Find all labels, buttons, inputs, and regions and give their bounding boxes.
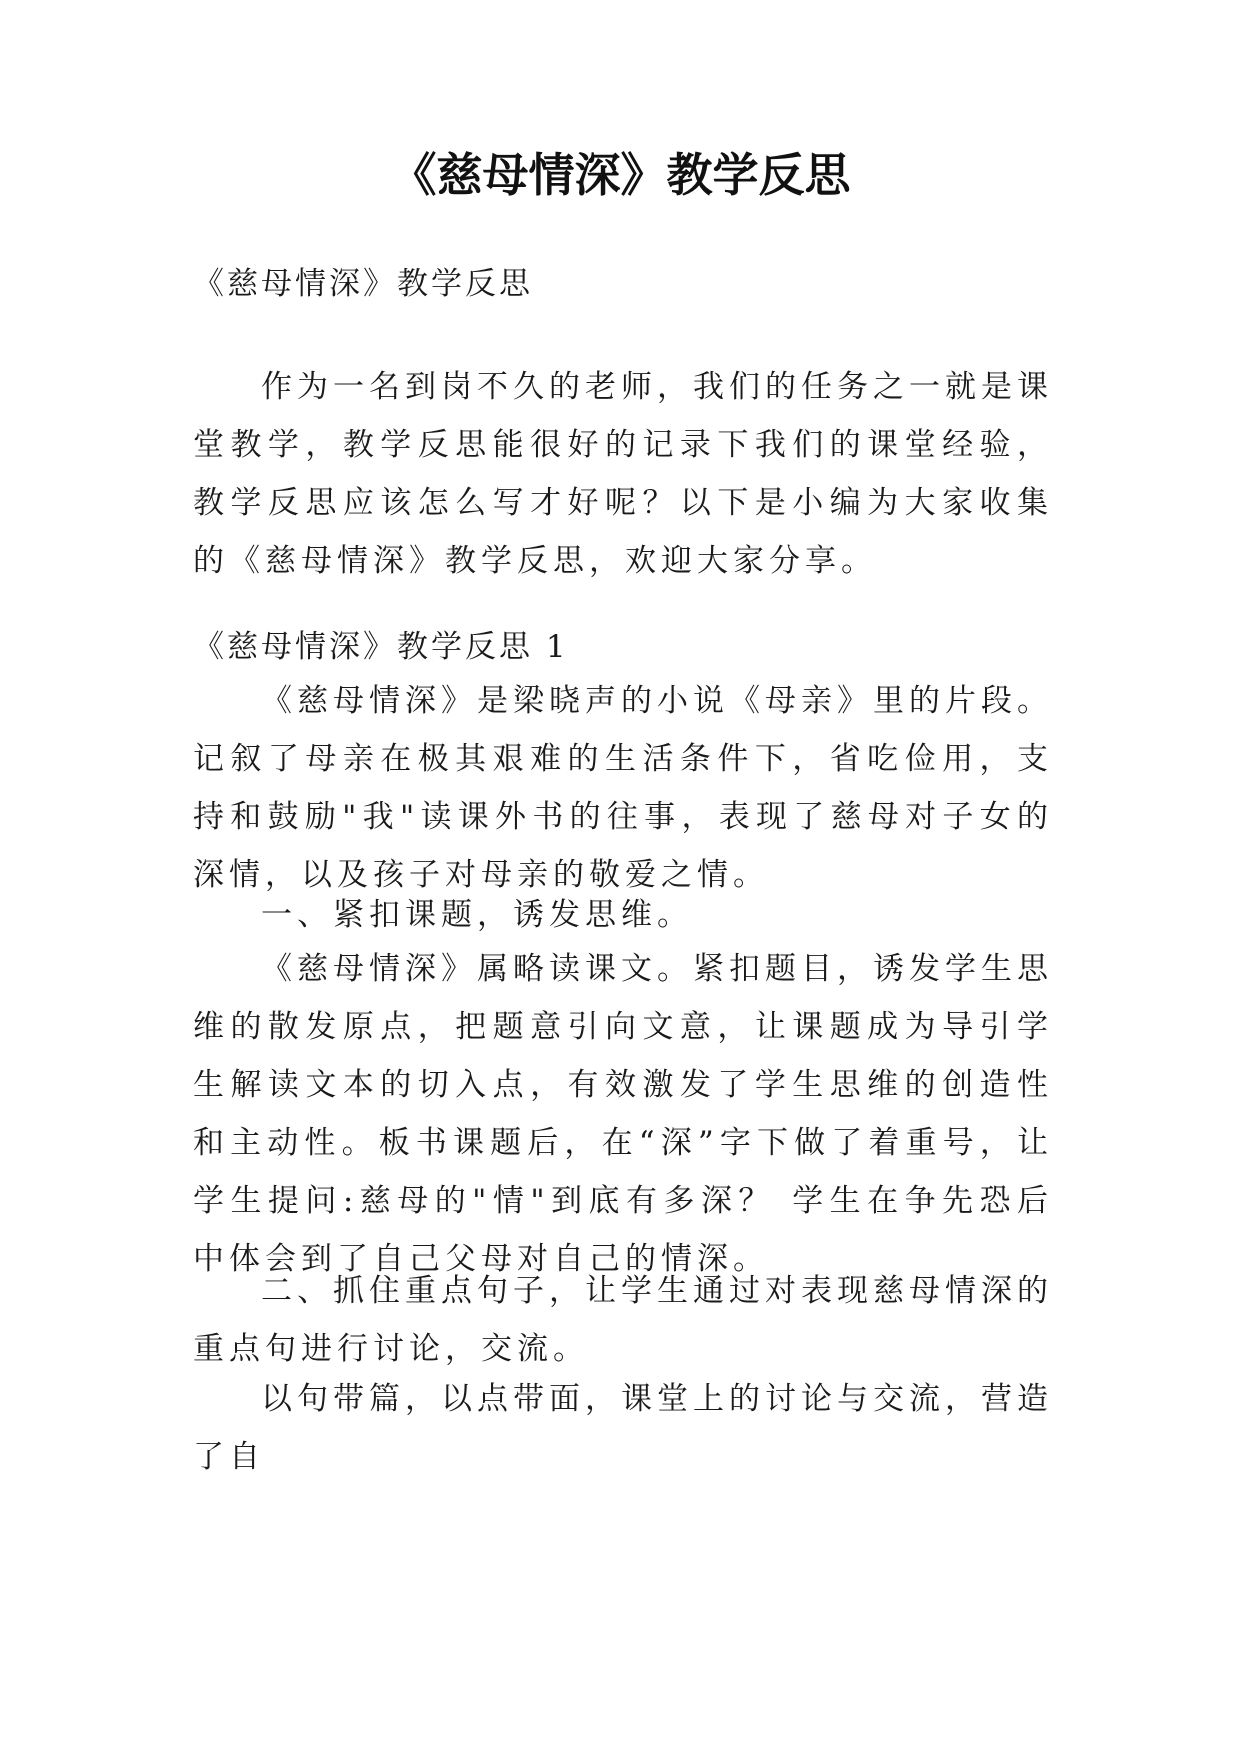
body-paragraph: 《慈母情深》是梁晓声的小说《母亲》里的片段。记叙了母亲在极其艰难的生活条件下，省吃俭用，支持和鼓励"我"读课外书的往事，表现了慈母对子女的深情，以及孩子对母亲的敬爱之情。: [193, 683, 1053, 893]
body-paragraph: 一、紧扣课题，诱发思维。: [261, 897, 693, 933]
body-paragraph: 《慈母情深》属略读课文。紧扣题目，诱发学生思维的散发原点，把题意引向文意，让课题成为导引学生解读文本的切入点，有效激发了学生思维的创造性和主动性。板书课题后，在“深”字下做了着重号，让学生提问:慈母的"情"到底有多深？ 学生在争先恐后中体会到了自己父母对自己的情深。: [193, 951, 1053, 1277]
body-paragraph: 二、抓住重点句子，让学生通过对表现慈母情深的重点句进行讨论，交流。: [193, 1273, 1053, 1367]
section-heading: 《慈母情深》教学反思 1: [193, 629, 569, 665]
body-paragraph: 以句带篇，以点带面，课堂上的讨论与交流，营造了自: [193, 1381, 1053, 1475]
document-subtitle: 《慈母情深》教学反思: [193, 266, 533, 302]
document-title: 《慈母情深》教学反思: [390, 148, 851, 202]
intro-paragraph: 作为一名到岗不久的老师，我们的任务之一就是课堂教学，教学反思能很好的记录下我们的课堂经验，教学反思应该怎么写才好呢？以下是小编为大家收集的《慈母情深》教学反思，欢迎大家分享。: [193, 369, 1053, 579]
